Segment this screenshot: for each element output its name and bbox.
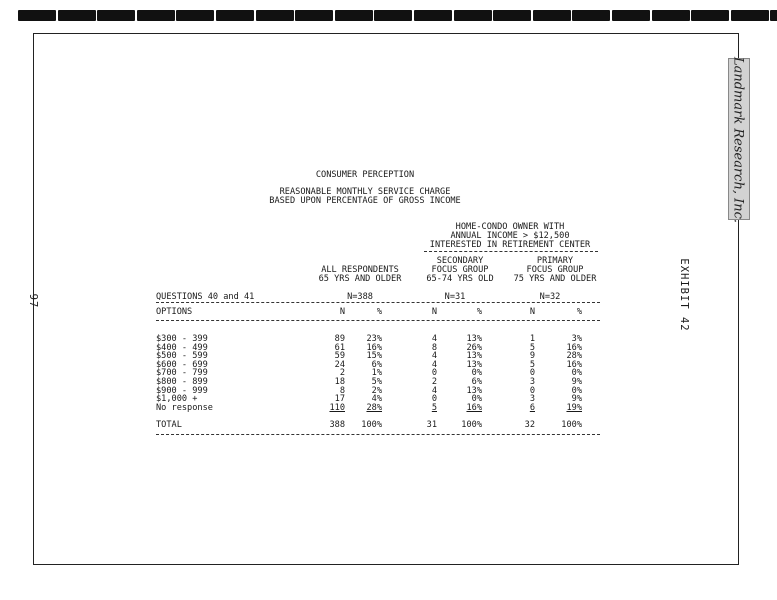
table-cell-sec-n: 5 bbox=[431, 402, 437, 413]
n-header-secondary: N bbox=[431, 307, 437, 317]
binder-hole bbox=[533, 10, 571, 21]
total-secondary-pct: 100% bbox=[461, 420, 482, 430]
total-primary-n: 32 bbox=[524, 420, 535, 430]
binder-hole bbox=[612, 10, 650, 21]
binder-hole bbox=[216, 10, 254, 21]
table-cell-option: $700 - 799 bbox=[156, 368, 208, 379]
table-cell-pri-n: 6 bbox=[529, 402, 535, 413]
table-cell-option: $1,000 + bbox=[156, 394, 198, 405]
table-cell-sec-pct: 13% bbox=[466, 351, 482, 362]
col-secondary-line-3: 65-74 YRS OLD bbox=[426, 274, 494, 284]
table-cell-pri-pct: 16% bbox=[566, 342, 582, 353]
table-cell-sec-n: 2 bbox=[431, 377, 437, 387]
table-cell-option: $600 - 699 bbox=[156, 359, 208, 370]
table-cell-sec-n: 4 bbox=[431, 351, 437, 362]
n-primary: N=32 bbox=[539, 292, 561, 302]
table-cell-option: $300 - 399 bbox=[156, 334, 208, 344]
col-all-line-2: 65 YRS AND OLDER bbox=[318, 274, 402, 284]
binder-hole bbox=[58, 10, 96, 21]
subtitle-line-1: REASONABLE MONTHLY SERVICE CHARGE bbox=[279, 187, 451, 197]
col-all-line-1: ALL RESPONDENTS bbox=[321, 265, 399, 275]
col-secondary-line-2: FOCUS GROUP bbox=[431, 265, 489, 275]
table-cell-sec-n: 4 bbox=[431, 359, 437, 370]
binder-hole bbox=[335, 10, 373, 21]
table-cell-pri-pct: 16% bbox=[566, 359, 582, 370]
table-cell-all-pct: 28% bbox=[366, 402, 382, 413]
table-cell-all-n: 24 bbox=[334, 359, 345, 370]
table-cell-sec-pct: 13% bbox=[466, 334, 482, 344]
table-cell-pri-n: 3 bbox=[529, 394, 535, 405]
binder-hole bbox=[572, 10, 610, 21]
table-cell-all-pct: 23% bbox=[366, 334, 382, 344]
table-cell-option: $400 - 499 bbox=[156, 342, 208, 353]
binder-hole bbox=[137, 10, 175, 21]
total-label: TOTAL bbox=[156, 420, 182, 430]
page-title: CONSUMER PERCEPTION bbox=[315, 170, 415, 180]
table-cell-pri-pct: 28% bbox=[566, 351, 582, 362]
table-cell-all-pct: 2% bbox=[371, 385, 382, 396]
pct-header-secondary: % bbox=[476, 307, 482, 317]
table-cell-all-n: 61 bbox=[334, 342, 345, 353]
table-cell-all-pct: 6% bbox=[371, 359, 382, 370]
total-secondary-n: 31 bbox=[426, 420, 437, 430]
table-cell-sec-pct: 0% bbox=[471, 368, 482, 379]
table-cell-sec-pct: 16% bbox=[466, 402, 482, 413]
total-all-n: 388 bbox=[329, 420, 345, 430]
total-primary-pct: 100% bbox=[561, 420, 582, 430]
binder-hole bbox=[97, 10, 135, 21]
table-cell-pri-n: 5 bbox=[529, 359, 535, 370]
table-cell-pri-n: 0 bbox=[529, 368, 535, 379]
table-cell-all-pct: 5% bbox=[371, 377, 382, 387]
table-cell-sec-pct: 13% bbox=[466, 359, 482, 370]
table-cell-pri-pct: 19% bbox=[566, 402, 582, 413]
table-cell-sec-pct: 0% bbox=[471, 394, 482, 405]
binder-hole bbox=[295, 10, 333, 21]
table-cell-all-n: 18 bbox=[334, 377, 345, 387]
total-all-pct: 100% bbox=[361, 420, 382, 430]
n-header-primary: N bbox=[529, 307, 535, 317]
page-number: 97 bbox=[27, 293, 39, 309]
company-logo: Landmark Research, Inc. bbox=[730, 56, 746, 224]
table-cell-sec-n: 0 bbox=[431, 394, 437, 405]
binder-holes bbox=[0, 10, 777, 22]
table-cell-sec-pct: 6% bbox=[471, 377, 482, 387]
group-header-line-1: HOME-CONDO OWNER WITH bbox=[455, 222, 565, 232]
table-cell-sec-n: 0 bbox=[431, 368, 437, 379]
table-cell-option: No response bbox=[156, 402, 213, 413]
n-header-all: N bbox=[339, 307, 345, 317]
table-cell-option: $900 - 999 bbox=[156, 385, 208, 396]
col-primary-line-1: PRIMARY bbox=[536, 256, 574, 266]
group-divider bbox=[424, 251, 598, 252]
table-cell-pri-n: 3 bbox=[529, 377, 535, 387]
table-cell-sec-pct: 13% bbox=[466, 385, 482, 396]
n-all: N=388 bbox=[347, 292, 373, 302]
questions-label: QUESTIONS 40 and 41 bbox=[156, 292, 255, 302]
col-primary-line-3: 75 YRS AND OLDER bbox=[513, 274, 597, 284]
binder-hole bbox=[414, 10, 452, 21]
table-cell-all-n: 2 bbox=[339, 368, 345, 379]
table-cell-pri-pct: 0% bbox=[571, 368, 582, 379]
options-label: OPTIONS bbox=[156, 307, 193, 317]
table-cell-sec-n: 4 bbox=[431, 385, 437, 396]
group-header-line-2: ANNUAL INCOME > $12,500 bbox=[450, 231, 570, 241]
table-cell-pri-n: 5 bbox=[529, 342, 535, 353]
table-cell-all-pct: 16% bbox=[366, 342, 382, 353]
binder-hole bbox=[176, 10, 214, 21]
table-cell-pri-n: 9 bbox=[529, 351, 535, 362]
pct-header-primary: % bbox=[576, 307, 582, 317]
divider-top bbox=[156, 302, 600, 303]
subtitle-line-2: BASED UPON PERCENTAGE OF GROSS INCOME bbox=[269, 196, 461, 206]
binder-hole bbox=[770, 10, 777, 21]
exhibit-label: EXHIBIT 42 bbox=[678, 258, 690, 332]
binder-hole bbox=[652, 10, 690, 21]
binder-hole bbox=[454, 10, 492, 21]
table-cell-sec-pct: 26% bbox=[466, 342, 482, 353]
table-cell-pri-pct: 9% bbox=[571, 394, 582, 405]
divider-header bbox=[156, 320, 600, 321]
binder-hole bbox=[731, 10, 769, 21]
table-cell-all-n: 89 bbox=[334, 334, 345, 344]
table-cell-all-n: 110 bbox=[329, 402, 345, 413]
table-cell-pri-n: 0 bbox=[529, 385, 535, 396]
table-cell-pri-pct: 3% bbox=[571, 334, 582, 344]
table-cell-sec-n: 4 bbox=[431, 334, 437, 344]
group-header-line-3: INTERESTED IN RETIREMENT CENTER bbox=[429, 240, 591, 250]
table-cell-pri-pct: 9% bbox=[571, 377, 582, 387]
binder-hole bbox=[256, 10, 294, 21]
binder-hole bbox=[374, 10, 412, 21]
col-secondary-line-1: SECONDARY bbox=[436, 256, 484, 266]
table-cell-all-pct: 1% bbox=[371, 368, 382, 379]
n-secondary: N=31 bbox=[444, 292, 466, 302]
table-cell-pri-n: 1 bbox=[529, 334, 535, 344]
table-cell-all-n: 17 bbox=[334, 394, 345, 405]
table-cell-option: $500 - 599 bbox=[156, 351, 208, 362]
col-primary-line-2: FOCUS GROUP bbox=[526, 265, 584, 275]
table-cell-all-pct: 4% bbox=[371, 394, 382, 405]
table-cell-pri-pct: 0% bbox=[571, 385, 582, 396]
table-cell-all-pct: 15% bbox=[366, 351, 382, 362]
pct-header-all: % bbox=[376, 307, 382, 317]
table-cell-all-n: 8 bbox=[339, 385, 345, 396]
binder-hole bbox=[493, 10, 531, 21]
table-cell-option: $800 - 899 bbox=[156, 377, 208, 387]
divider-bottom bbox=[156, 434, 600, 435]
binder-hole bbox=[691, 10, 729, 21]
table-cell-sec-n: 8 bbox=[431, 342, 437, 353]
table-cell-all-n: 59 bbox=[334, 351, 345, 362]
binder-hole bbox=[18, 10, 56, 21]
